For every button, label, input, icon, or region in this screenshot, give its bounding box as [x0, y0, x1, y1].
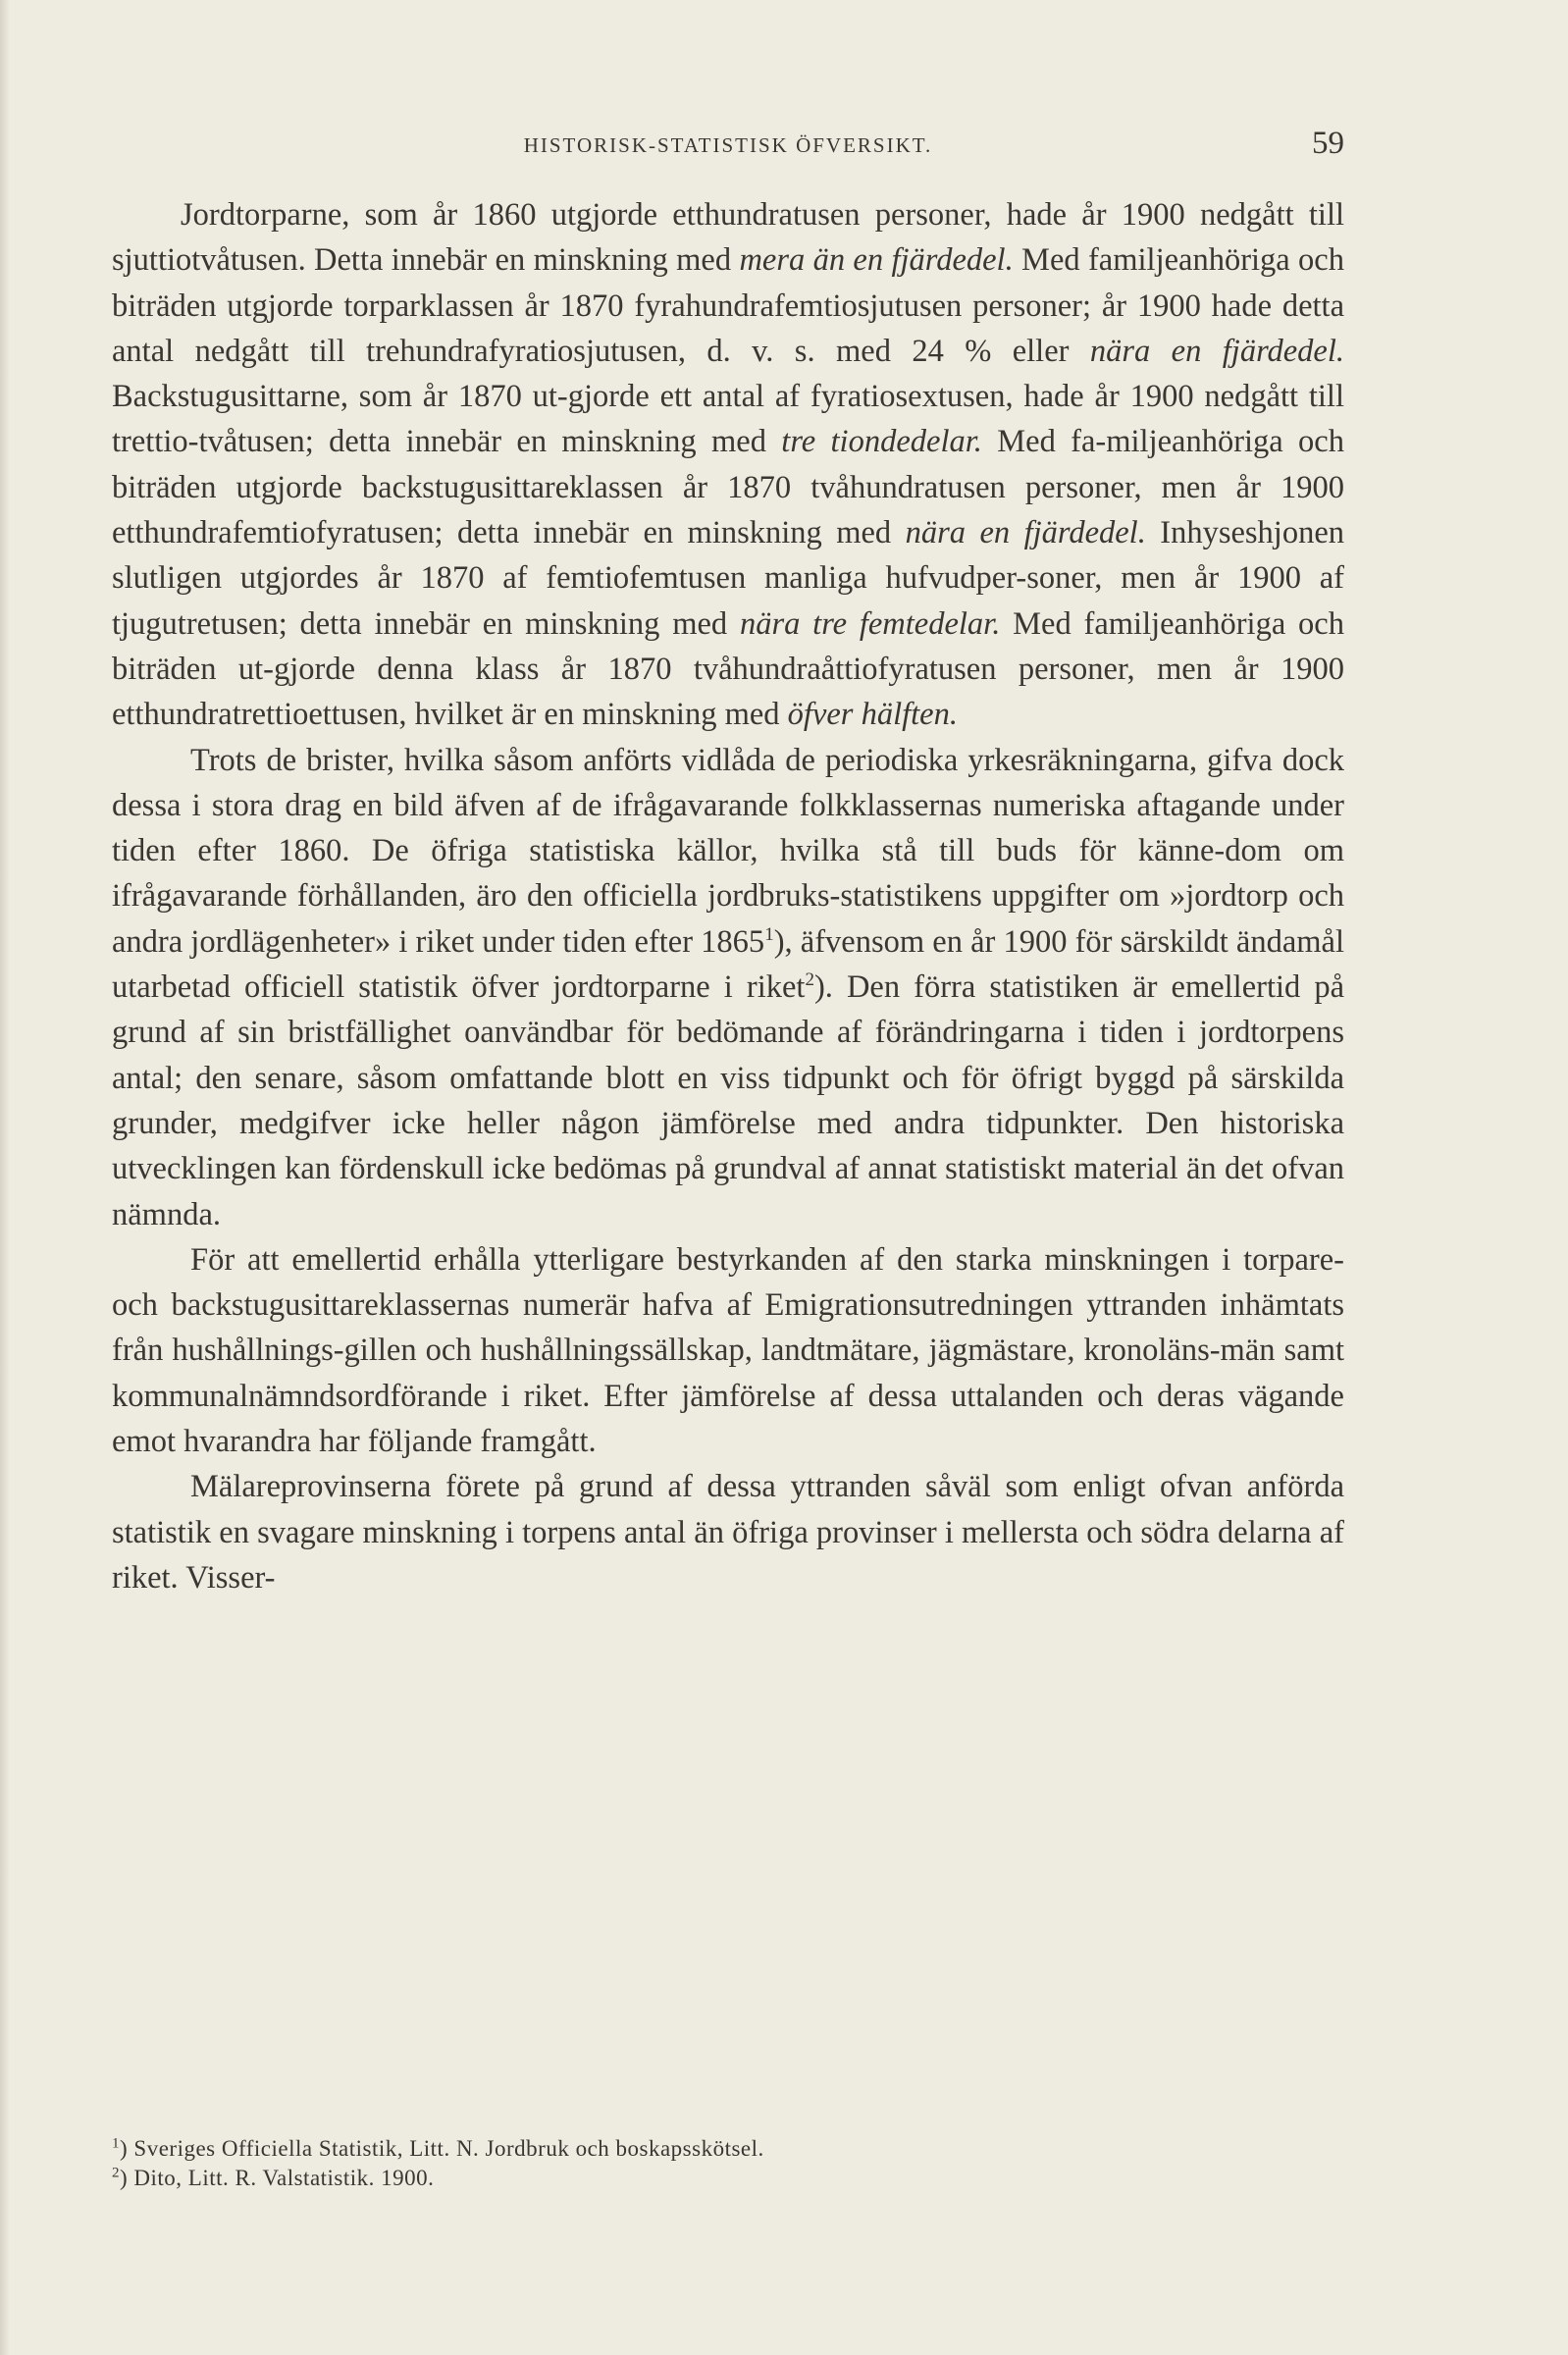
paragraph-3 — [112, 1237, 1344, 1464]
text-run: Backstugusittarne, som år 1870 ut-gjorde ett antal af fyratiosextusen, hade år 1900 nedgått till trettio-tvåtusen; detta innebär en minskning med — [112, 379, 1344, 460]
emphasis-run: nära tre femtedelar. — [739, 605, 1001, 642]
footnotes — [112, 2134, 1344, 2193]
footnote-1 — [112, 2134, 1344, 2164]
page-number: 59 — [1312, 126, 1344, 161]
text-run: Med familjeanhöriga och biträden utgjorde torparklassen år 1870 fyrahundrafemtiosjutusen personer; år 1900 hade detta antal nedgått till trehundrafyratiosjutusen, d. v. s. med 24 % eller — [112, 242, 1344, 369]
text-run: För att emellertid erhålla ytterligare bestyrkanden af den starka minskningen i torpare- och backstugusittareklassernas numerär hafva af Emigrationsutredningen yttranden inhämtats från hushållnings-gillen och hushållningssällskap, landtmätare, jägmästare, kronoläns-män samt kommunalnämndsordförande i riket. Efter jämförelse af dessa uttalanden och deras vägande emot hvarandra har följande framgått. — [112, 1241, 1344, 1460]
text-run: Inhyseshjonen slutligen utgjordes år 1870 af femtiofemtusen manliga hufvudper-soner, men år 1900 af tjugutretusen; detta innebär en minskning med — [112, 515, 1345, 642]
text-run: Mälareprovinserna förete på grund af dessa yttranden såväl som enligt ofvan anförda statistik en svagare minskning i torpens antal än öfriga provinser i mellersta och södra delarna af riket. Visser- — [112, 1469, 1344, 1596]
paragraph-4 — [112, 1464, 1344, 1600]
paragraph-2 — [112, 738, 1344, 1237]
emphasis-run: nära en fjärdedel. — [1089, 333, 1345, 369]
emphasis-run: nära en fjärdedel. — [905, 515, 1146, 551]
emphasis-run: mera än en fjärdedel. — [739, 242, 1014, 279]
footnote-text: ) Dito, Litt. R. Valstatistik. 1900. — [120, 2166, 435, 2190]
text-run: Med familjeanhöriga och biträden ut-gjorde denna klass år 1870 tvåhundraåttiofyratusen personer, men år 1900 etthundratrettioettusen, hvilket är en minskning med — [112, 605, 1344, 733]
running-title: HISTORISK-STATISTISK ÖFVERSIKT. — [523, 133, 933, 157]
footnote-text: ) Sveriges Officiella Statistik, Litt. N. Jordbruk och boskapsskötsel. — [120, 2136, 764, 2161]
footnote-mark: 2 — [112, 2165, 120, 2181]
paragraph-1 — [112, 192, 1344, 738]
footnote-reference: 2 — [805, 969, 814, 991]
footnote-mark: 1 — [112, 2135, 120, 2152]
text-run: Jordtorparne, som år 1860 utgjorde etthundratusen personer, hade år 1900 nedgått till sjuttiotvåtusen. Detta innebär en minskning med — [112, 197, 1344, 279]
page-edge — [0, 0, 10, 2355]
emphasis-run: tre tiondedelar. — [781, 424, 982, 460]
footnote-reference: 1 — [764, 923, 774, 945]
text-run: ), äfvensom en år 1900 för särskildt ändamål utarbetad officiell statistik öfver jordtorparne i riket — [112, 923, 1344, 1006]
text-run: ). Den förra statistiken är emellertid på grund af sin bristfällighet oanvändbar för bedömande af förändringarna i tiden i jordtorpens antal; den senare, såsom omfattande blott en viss tidpunkt och för öfrigt byggd på särskilda grunder, medgifver icke heller någon jämförelse med andra tidpunkter. Den historiska utvecklingen kan fördenskull icke bedömas på grundval af annat statistiskt material än det ofvan nämnda. — [112, 969, 1345, 1232]
page-header — [112, 126, 1344, 165]
emphasis-run: öfver hälften. — [787, 697, 958, 733]
body-text — [112, 192, 1344, 1600]
text-run: Med fa-miljeanhöriga och biträden utgjorde backstugusittareklassen år 1870 tvåhundratusen personer, men år 1900 etthundrafemtiofyratusen; detta innebär en minskning med — [112, 424, 1344, 551]
text-run: Trots de brister, hvilka såsom anförts vidlåda de periodiska yrkesräkningarna, gifva dock dessa i stora drag en bild äfven af de ifrågavarande folkklassernas numeriska aftagande under tiden efter 1860. De öfriga statistiska källor, hvilka stå till buds för känne-dom om ifrågavarande förhållanden, äro den officiella jordbruks-statistikens uppgifter om »jordtorp och andra jordlägenheter» i riket under tiden efter 1865 — [112, 742, 1344, 960]
footnote-2 — [112, 2164, 1344, 2193]
